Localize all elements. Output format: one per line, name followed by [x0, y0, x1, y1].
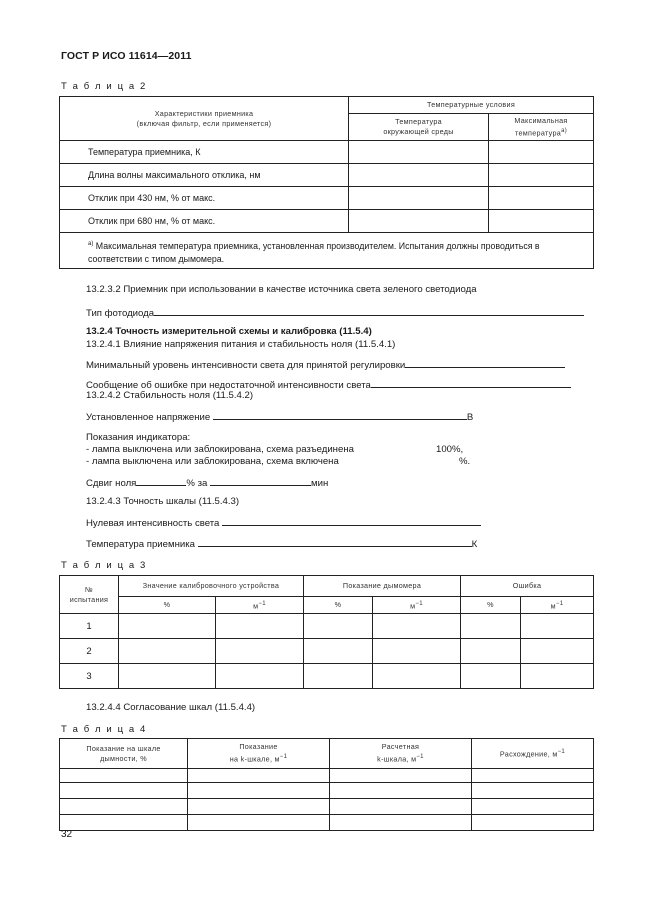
fill-line — [371, 378, 571, 388]
table4-caption: Т а б л и ц а 4 — [61, 724, 147, 735]
section-13232: 13.2.3.2 Приемник при использовании в качестве источника света зеленого светодиода — [86, 284, 477, 295]
zero-intensity-line: Нулевая интенсивность света — [86, 516, 481, 530]
unit-percent: % — [461, 597, 521, 614]
table3-caption: Т а б л и ц а 3 — [61, 560, 147, 571]
table3-col-error: Ошибка — [461, 576, 594, 597]
table4-col-diff: Расхождение, $м^{-1}$ — [472, 739, 594, 769]
fill-line — [213, 410, 467, 420]
zero-shift-line: Сдвиг ноля % за мин — [86, 478, 329, 489]
table4-col-k-reading: Показание на k-шкале, $м^{-1}$ — [188, 739, 330, 769]
table3 — [59, 575, 594, 689]
fill-line — [222, 516, 481, 526]
table3-row-number: 1 — [60, 614, 119, 639]
table4 — [59, 738, 594, 831]
table4-col-k-calc: Расчетная k-шкала, $м^{-1}$ — [330, 739, 472, 769]
recv-temp-line: Температура приемника К — [86, 539, 478, 550]
document-header: ГОСТ Р ИСО 11614—2011 — [61, 50, 192, 62]
table2-col-max: Максимальная температура$^{а)}$ — [489, 114, 594, 141]
fill-line — [198, 537, 472, 547]
fill-line — [154, 306, 584, 316]
table2-row-label: Температура приемника, К — [60, 141, 349, 164]
error-msg-line: Сообщение об ошибке при недостаточной интенсивности света — [86, 378, 571, 392]
table2-row-label: Длина волны максимального отклика, нм — [60, 164, 349, 187]
table3-col-cal: Значение калибровочного устройства — [119, 576, 304, 597]
table2-col-conditions: Температурные условия — [349, 97, 594, 114]
fill-line — [405, 358, 565, 368]
min-level-line: Минимальный уровень интенсивности света для принятой регулировки — [86, 358, 565, 372]
unit-per-meter: $м^{-1}$ — [373, 597, 461, 614]
indicator-value-2: %. — [459, 456, 471, 467]
photodiode-type-line: Тип фотодиода — [86, 306, 584, 320]
table3-col-test: № испытания — [60, 576, 119, 614]
indicator-heading: Показания индикатора: — [86, 432, 191, 443]
unit-per-meter: $м^{-1}$ — [521, 597, 594, 614]
unit-percent: % — [304, 597, 373, 614]
unit-per-meter: $м^{-1}$ — [216, 597, 304, 614]
set-voltage-line: Установленное напряжение В — [86, 412, 474, 423]
unit-percent: % — [119, 597, 216, 614]
section-1324: 13.2.4 Точность измерительной схемы и калибровка (11.5.4) — [86, 326, 372, 337]
section-13241: 13.2.4.1 Влияние напряжения питания и стабильность ноля (11.5.4.1) — [86, 339, 396, 350]
section-13244: 13.2.4.4 Согласование шкал (11.5.4.4) — [86, 702, 256, 713]
table2-caption: Т а б л и ц а 2 — [61, 81, 147, 92]
table3-col-meter: Показание дымомера — [304, 576, 461, 597]
page-number: 32 — [61, 829, 73, 840]
fill-line — [136, 476, 186, 486]
section-13243: 13.2.4.3 Точность шкалы (11.5.4.3) — [86, 496, 240, 507]
fill-line — [210, 476, 311, 486]
indicator-line-2: - лампа выключена или заблокирована, схема включена — [86, 456, 339, 467]
table2-col-ambient: Температура окружающей среды — [349, 114, 489, 141]
table2-col-characteristics: Характеристики приемника (включая фильтр, если применяется) — [60, 97, 349, 141]
table2-footnote: $^{а)}$ Максимальная температура приемника, установленная производителем. Испытания должны проводиться в соответствии с типом дымомера. — [60, 233, 594, 269]
indicator-value-1: 100%, — [436, 444, 464, 455]
section-13242: 13.2.4.2 Стабильность ноля (11.5.4.2) — [86, 390, 254, 401]
table3-row-number: 2 — [60, 639, 119, 664]
table2 — [59, 96, 594, 269]
table2-row-label: Отклик при 430 нм, % от макс. — [60, 187, 349, 210]
table4-col-scale: Показание на шкале дымности, % — [60, 739, 188, 769]
indicator-line-1: - лампа выключена или заблокирована, схема разъединена — [86, 444, 354, 455]
table3-row-number: 3 — [60, 664, 119, 689]
table2-row-label: Отклик при 680 нм, % от макс. — [60, 210, 349, 233]
